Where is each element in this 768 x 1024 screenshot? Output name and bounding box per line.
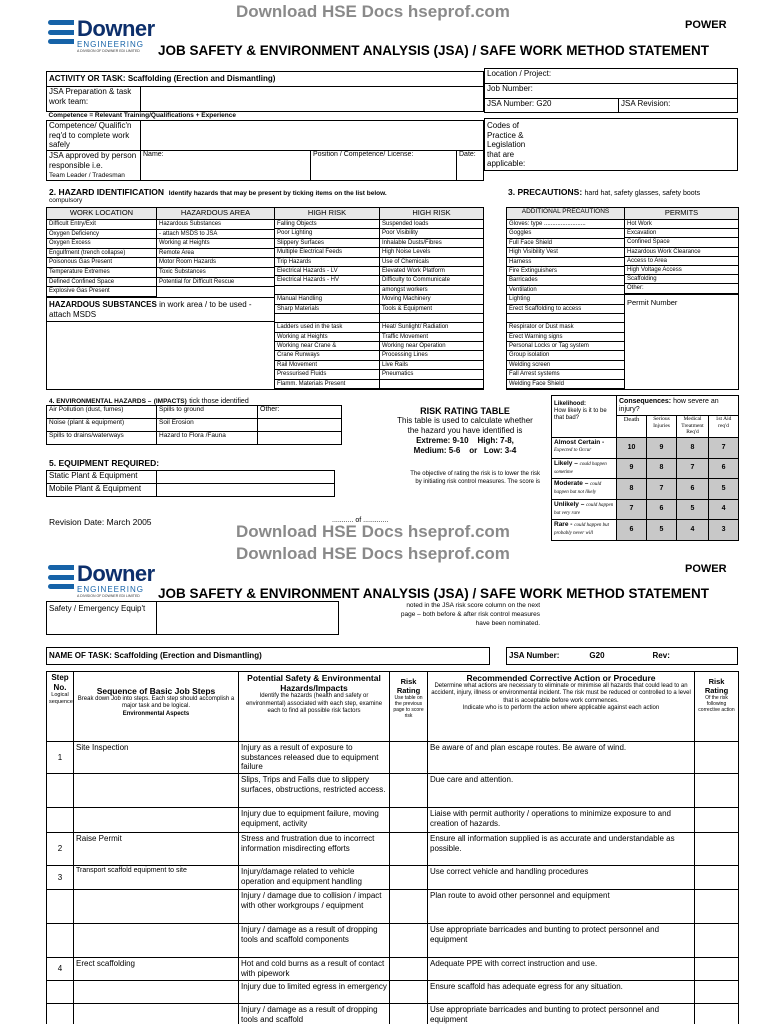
job-step: Erect scaffolding	[74, 958, 239, 981]
hazard-impact: Injury / damage due to collision / impact with other workgroups / equipment	[239, 890, 390, 924]
risk-score-cell: 5	[709, 479, 739, 500]
checklist-item[interactable]: Confined Space	[625, 238, 738, 247]
brand-name: Downer	[77, 561, 155, 586]
job-step: Site Inspection	[74, 742, 239, 774]
checklist-item[interactable]: Processing Lines	[380, 351, 483, 360]
checklist-item[interactable]: Pressurised Fluids	[275, 370, 379, 379]
corrective-action: Due care and attention.	[428, 774, 695, 808]
col-risk-rating-after: Risk Rating Of the risk following corrective action	[695, 672, 739, 742]
checklist-item[interactable]: Fire Extinguishers	[507, 267, 624, 276]
document-title: JOB SAFETY & ENVIRONMENT ANALYSIS (JSA) / SAFE WORK METHOD STATEMENT	[158, 43, 710, 58]
checklist-item[interactable]: Pneumatics	[380, 370, 483, 379]
consequence-serious: Serious Injuries	[647, 416, 677, 438]
checklist-item[interactable]: Poor Lighting	[275, 229, 379, 238]
risk-rating-before[interactable]	[390, 774, 428, 808]
job-number[interactable]: Job Number:	[485, 84, 738, 99]
hazard-impact: Injury / damage as a result of dropping tools and scaffold	[239, 1004, 390, 1024]
step-number	[47, 808, 74, 833]
checklist-item[interactable]: Electrical Hazards - HV	[275, 276, 379, 285]
table-row	[47, 958, 739, 981]
precautions-table	[506, 207, 739, 390]
col-additional-precautions: ADDITIONAL PRECAUTIONS	[507, 208, 625, 220]
risk-score-cell: 4	[709, 499, 739, 520]
consequence-death: Death	[617, 416, 647, 438]
likelihood-label: Likely – could happen sometime	[552, 458, 617, 479]
job-steps-table	[46, 671, 739, 1024]
checklist-item[interactable]: Motor Room Hazards	[157, 258, 274, 268]
col-step-no: Step No. Logical sequence	[47, 672, 74, 742]
risk-matrix-row	[552, 499, 739, 520]
checklist-item[interactable]: Trip Hazards	[275, 258, 379, 267]
checklist-item[interactable]: Sharp Materials	[275, 305, 379, 314]
environmental-hazards-title: 4. ENVIRONMENTAL HAZARDS – (IMPACTS) tick those identified	[49, 398, 249, 405]
checklist-item[interactable]: Goggles	[507, 229, 624, 238]
job-step	[74, 774, 239, 808]
corrective-action: Plan route to avoid other personnel and equipment	[428, 890, 695, 924]
job-step	[74, 890, 239, 924]
checklist-item[interactable]: Falling Objects	[275, 220, 379, 229]
checklist-item[interactable]: Hot Work	[625, 220, 738, 229]
table-row	[47, 808, 739, 833]
brand-name: Downer	[77, 16, 155, 41]
checklist-item[interactable]: Oxygen Excess	[47, 239, 156, 249]
checklist-item[interactable]: Working near Operation	[380, 342, 483, 351]
checklist-item[interactable]: Gloves: type .........................	[507, 220, 624, 229]
competence-label: Competence/ Qualific'n req'd to complete work safely	[47, 121, 141, 151]
job-step	[74, 808, 239, 833]
checklist-item[interactable]: Slippery Surfaces	[275, 239, 379, 248]
env-item[interactable]: Hazard to Flora /Fauna	[157, 432, 258, 445]
safety-equipment-label: Safety / Emergency Equip't	[47, 602, 157, 635]
checklist-item[interactable]: Use of Chemicals	[380, 258, 483, 267]
col-high-risk-2: HIGH RISK	[380, 208, 484, 220]
col-permits: PERMITS	[625, 208, 739, 220]
checklist-item[interactable]: Poor Visibility	[380, 229, 483, 238]
document-title: JOB SAFETY & ENVIRONMENT ANALYSIS (JSA) / SAFE WORK METHOD STATEMENT	[158, 586, 710, 601]
precautions-title: 3. PRECAUTIONS: hard hat, safety glasses, safety boots	[508, 187, 701, 197]
step-number	[47, 774, 74, 808]
project-table	[484, 68, 738, 171]
approved-by-label: JSA approved by person responsible i.e. Team Leader / Tradesman	[47, 151, 141, 181]
job-step	[74, 924, 239, 958]
checklist-item[interactable]: Welding Face Shield	[507, 380, 624, 389]
competence-note: Competence = Relevant Training/Qualifications + Experience	[47, 112, 484, 121]
checklist-item	[275, 314, 379, 323]
env-item[interactable]: Soil Erosion	[157, 419, 258, 432]
checklist-item[interactable]: Full Face Shield	[507, 239, 624, 248]
hazard-impact: Injury due to limited egress in emergency	[239, 981, 390, 1004]
table-row	[47, 924, 739, 958]
downer-logo	[48, 18, 155, 54]
corrective-action: Liaise with permit authority / operations to minimize exposure to and creation of hazards.	[428, 808, 695, 833]
consequence-first-aid: 1st Aid req'd	[709, 416, 739, 438]
checklist-item[interactable]: Lighting	[507, 295, 624, 304]
risk-rating-line: This table is used to calculate whether	[397, 416, 533, 425]
risk-rating-before[interactable]	[390, 981, 428, 1004]
checklist-item[interactable]: Ventilation	[507, 286, 624, 295]
watermark: Download HSE Docs hseprof.com	[236, 544, 510, 563]
watermark: Download HSE Docs hseprof.com	[236, 522, 510, 541]
col-risk-rating: Risk Rating Use table on the previous page to score risk	[390, 672, 428, 742]
checklist-item[interactable]: High Voltage Access	[625, 266, 738, 275]
table-row	[47, 1004, 739, 1024]
checklist-item[interactable]: Group isolation	[507, 351, 624, 360]
job-step: Transport scaffold equipment to site	[74, 866, 239, 890]
hazard-impact: Slips, Trips and Falls due to slippery surfaces, obstructions, restricted access.	[239, 774, 390, 808]
checklist-item[interactable]: Remote Area	[157, 249, 274, 259]
activity-task: ACTIVITY OR TASK: Scaffolding (Erection and Dismantling)	[47, 72, 484, 87]
hazard-table	[46, 207, 484, 390]
checklist-item[interactable]: Tools & Equipment	[380, 305, 483, 314]
equipment-table	[46, 470, 335, 497]
step-number: 1	[47, 742, 74, 774]
prep-team-label: JSA Preparation & task work team:	[47, 87, 141, 112]
checklist-item[interactable]: Access to Area	[625, 257, 738, 266]
risk-score-cell: 10	[617, 438, 647, 459]
checklist-item[interactable]: Live Rails	[380, 361, 483, 370]
hazard-impact: Hot and cold burns as a result of contact with pipework	[239, 958, 390, 981]
task-name-table	[46, 647, 490, 665]
risk-rating-before[interactable]	[390, 866, 428, 890]
hazard-identification-title: 2. HAZARD IDENTIFICATION Identify hazards that may be present by ticking items on the list below.	[49, 187, 387, 197]
risk-score-cell: 8	[617, 479, 647, 500]
risk-score-cell: 7	[617, 499, 647, 520]
approver-position-field[interactable]: Position / Competence/ License:	[311, 151, 457, 181]
job-step: Raise Permit	[74, 833, 239, 866]
corrective-action: Use correct vehicle and handling procedures	[428, 866, 695, 890]
checklist-item[interactable]: Crane Runways	[275, 351, 379, 360]
hazard-compulsory: compulsory	[49, 197, 83, 204]
env-item[interactable]: Spills to drains/waterways	[47, 432, 157, 445]
risk-score-cell: 3	[709, 520, 739, 541]
checklist-item[interactable]: Moving Machinery	[380, 295, 483, 304]
hazardous-area-list	[157, 220, 274, 287]
likelihood-label: Moderate – could happen but not likely	[552, 479, 617, 500]
risk-rating-before[interactable]	[390, 808, 428, 833]
likelihood-label: Unlikely – could happen but very rare	[552, 499, 617, 520]
risk-rating-after[interactable]	[695, 808, 739, 833]
step-number	[47, 890, 74, 924]
jsa-number-field[interactable]: JSA Number: G20 Rev:	[507, 648, 738, 665]
downer-logo-icon	[48, 565, 74, 589]
power-label: POWER	[685, 19, 727, 31]
power-label: POWER	[685, 563, 727, 575]
jsa-number-table	[506, 647, 738, 665]
risk-rating-line: the hazard you have identified is	[407, 426, 523, 435]
step-number	[47, 981, 74, 1004]
checklist-item[interactable]: Traffic Movement	[380, 333, 483, 342]
hazard-impact: Injury as a result of exposure to substances released due to equipment failure	[239, 742, 390, 774]
risk-rating-after[interactable]	[695, 1004, 739, 1024]
brand-sub: ENGINEERING	[77, 40, 145, 49]
checklist-item[interactable]: Fall Arrest systems	[507, 370, 624, 379]
page-number: ........... of .............	[332, 517, 389, 524]
step-number: 3	[47, 866, 74, 890]
checklist-item[interactable]: Erect Scaffolding to access	[507, 305, 624, 314]
risk-score-cell: 6	[677, 479, 709, 500]
checklist-item[interactable]: Welding screen	[507, 361, 624, 370]
risk-score-cell: 9	[617, 458, 647, 479]
checklist-item[interactable]: Working at Heights	[157, 239, 274, 249]
checklist-item[interactable]: Flamm. Materials Present	[275, 380, 379, 389]
col-high-risk-1: HIGH RISK	[275, 208, 380, 220]
checklist-item[interactable]: Hazardous Substances	[157, 220, 274, 230]
risk-score-cell: 8	[677, 438, 709, 459]
risk-score-cell: 6	[647, 499, 677, 520]
checklist-item[interactable]: - attach MSDS to JSA	[157, 230, 274, 240]
risk-rating-before[interactable]	[390, 1004, 428, 1024]
competence-field[interactable]	[141, 121, 484, 151]
approver-name-field[interactable]: Name:	[141, 151, 311, 181]
risk-rating-before[interactable]	[390, 958, 428, 981]
risk-rating-after[interactable]	[695, 924, 739, 958]
risk-rating-after[interactable]	[695, 890, 739, 924]
checklist-item[interactable]: Harness	[507, 258, 624, 267]
checklist-item	[275, 286, 379, 295]
permit-number-field[interactable]: Permit Number	[625, 295, 739, 390]
likelihood-label: Almost Certain - Expected to Occur	[552, 438, 617, 459]
checklist-item[interactable]: Ladders used in the task	[275, 323, 379, 332]
checklist-item[interactable]: Hazardous Work Clearance	[625, 248, 738, 257]
risk-rating-after[interactable]	[695, 774, 739, 808]
checklist-item	[380, 380, 483, 389]
risk-rating-before[interactable]	[390, 833, 428, 866]
checklist-item	[380, 314, 483, 323]
risk-score-cell: 5	[647, 520, 677, 541]
equipment-required-title: 5. EQUIPMENT REQUIRED:	[49, 458, 160, 468]
checklist-item[interactable]: High Noise Levels	[380, 248, 483, 257]
additional-precautions-list	[507, 220, 624, 389]
checklist-item[interactable]: Erect Warning signs	[507, 333, 624, 342]
checklist-item[interactable]: Excavation	[625, 229, 738, 238]
checklist-item[interactable]: Oxygen Deficiency	[47, 230, 156, 240]
checklist-item[interactable]: Inhalable Dusts/Fibres	[380, 239, 483, 248]
table-row	[47, 742, 739, 774]
revision-date: Revision Date: March 2005	[49, 517, 152, 527]
risk-score-cell: 7	[647, 479, 677, 500]
step-number: 2	[47, 833, 74, 866]
checklist-item[interactable]: Defined Confined Space	[47, 278, 156, 288]
safety-equipment-field[interactable]	[157, 602, 339, 635]
environmental-table	[46, 405, 342, 445]
checklist-item[interactable]: Respirator or Dust mask	[507, 323, 624, 332]
corrective-action: Ensure all information supplied is as accurate and understandable as possible.	[428, 833, 695, 866]
risk-levels-2: Medium: 5-6 or Low: 3-4	[413, 446, 517, 455]
codes-of-practice[interactable]: Codes of Practice & Legislation that are applicable:	[485, 119, 738, 171]
equipment-field[interactable]	[157, 484, 335, 497]
risk-score-cell: 8	[647, 458, 677, 479]
table-row	[47, 774, 739, 808]
risk-score-cell: 7	[709, 438, 739, 459]
checklist-item[interactable]: Potential for Difficult Rescue	[157, 278, 274, 288]
risk-score-cell: 7	[677, 458, 709, 479]
checklist-item[interactable]: Engulfment (trench collapse)	[47, 249, 156, 259]
safety-equipment-table	[46, 601, 339, 635]
hazard-impact: Injury due to equipment failure, moving equipment, activity	[239, 808, 390, 833]
table-row	[47, 833, 739, 866]
checklist-item[interactable]: amongst workers	[380, 286, 483, 295]
task-name: NAME OF TASK: Scaffolding (Erection and Dismantling)	[47, 648, 490, 665]
table-row	[47, 890, 739, 924]
risk-rating-before[interactable]	[390, 742, 428, 774]
likelihood-header: Likelihood: How likely is it to be that bad?	[552, 396, 617, 438]
checklist-item[interactable]: Electrical Hazards - LV	[275, 267, 379, 276]
risk-rating-objective: The objective of rating the risk is to lower the risk by initiating risk control measures. The score is	[410, 471, 540, 485]
checklist-item	[507, 314, 624, 323]
risk-rating-before[interactable]	[390, 924, 428, 958]
col-hazards: Potential Safety & Environmental Hazards/Impacts Identify the hazards (health and safety or environmental) associated with each step, examine each to find all possible risk factors	[239, 672, 390, 742]
checklist-item[interactable]: Elevated Work Platform	[380, 267, 483, 276]
risk-rating-after[interactable]	[695, 742, 739, 774]
risk-score-cell: 5	[677, 499, 709, 520]
risk-rating-after[interactable]	[695, 958, 739, 981]
corrective-action: Adequate PPE with correct instruction and use.	[428, 958, 695, 981]
consequence-medical: Medical Treatment Req'd	[677, 416, 709, 438]
checklist-item[interactable]: Temperature Extremes	[47, 268, 156, 278]
checklist-item[interactable]: Working at Heights	[275, 333, 379, 342]
risk-levels-1: Extreme: 9-10 High: 7-8,	[416, 436, 514, 445]
corrective-action: Use appropriate barricades and bunting to protect personnel and equipment	[428, 924, 695, 958]
table-row	[47, 981, 739, 1004]
checklist-item[interactable]: Suspended loads	[380, 220, 483, 229]
consequences-header: Consequences: how severe an injury?	[617, 396, 739, 416]
hazardous-substances-header: HAZARDOUS SUBSTANCES in work area / to be used - attach MSDS	[47, 298, 274, 322]
risk-matrix-row	[552, 458, 739, 479]
high-risk-list-1	[275, 220, 379, 389]
jsa-number[interactable]: JSA Number: G20	[485, 99, 619, 113]
downer-logo-icon	[48, 20, 74, 44]
env-item[interactable]: Other:	[258, 406, 342, 419]
checklist-item[interactable]: Difficulty to Communicate	[380, 276, 483, 285]
checklist-item[interactable]: Barricades	[507, 276, 624, 285]
checklist-item[interactable]: Manual Handling	[275, 295, 379, 304]
env-item[interactable]	[258, 419, 342, 432]
checklist-item[interactable]: Heat/ Sunlight/ Radiation	[380, 323, 483, 332]
downer-logo	[48, 563, 155, 599]
risk-score-cell: 6	[617, 520, 647, 541]
approver-date-field[interactable]: Date:	[457, 151, 484, 181]
env-item[interactable]	[258, 432, 342, 445]
step-number	[47, 1004, 74, 1024]
risk-score-note: noted in the JSA risk score column on the next page – both before & after risk control measures have been nominated.	[400, 602, 540, 627]
risk-rating-title: RISK RATING TABLE	[420, 406, 510, 416]
col-sequence: Sequence of Basic Job Steps Break down Job into steps. Each step should accomplish a major task and be logical. Environmental Aspects	[74, 672, 239, 742]
hazard-impact: Stress and frustration due to incorrect information misdirecting efforts	[239, 833, 390, 866]
risk-score-cell: 4	[677, 520, 709, 541]
risk-matrix-row	[552, 438, 739, 459]
col-corrective-action: Recommended Corrective Action or Procedure Determine what actions are necessary to eliminate or minimise all hazards that could lead to an accident, injury, illness or environmental incident. The risk must be reduced or controlled to a level that is acceptable before work commences. Indicate who is to perform the action where applicable against each action	[428, 672, 695, 742]
risk-matrix	[551, 395, 739, 541]
likelihood-label: Rare - could happen but probably never will	[552, 520, 617, 541]
brand-tag: A DIVISION OF DOWNER EDI LIMITED	[77, 594, 140, 598]
checklist-item[interactable]: Other:	[625, 284, 738, 293]
checklist-item[interactable]: Explosive Gas Present	[47, 287, 156, 297]
table-row	[47, 866, 739, 890]
jsa-revision[interactable]: JSA Revision:	[619, 99, 738, 113]
checklist-item[interactable]: Working near Crane &	[275, 342, 379, 351]
step-number: 4	[47, 958, 74, 981]
env-item[interactable]: Air Pollution (dust, fumes)	[47, 406, 157, 419]
equipment-item: Mobile Plant & Equipment	[47, 484, 157, 497]
job-step	[74, 1004, 239, 1024]
brand-tag: A DIVISION OF DOWNER EDI LIMITED	[77, 49, 140, 53]
prep-team-field[interactable]	[141, 87, 484, 112]
risk-matrix-row	[552, 520, 739, 541]
location-project[interactable]: Location / Project:	[485, 69, 738, 84]
job-step	[74, 981, 239, 1004]
col-work-location: WORK LOCATION	[47, 208, 157, 220]
checklist-item[interactable]: Difficult Entry/Exit	[47, 220, 156, 230]
brand-sub: ENGINEERING	[77, 585, 145, 594]
risk-rating-after[interactable]	[695, 866, 739, 890]
checklist-item[interactable]: Rail Movement	[275, 361, 379, 370]
watermark: Download HSE Docs hseprof.com	[236, 2, 510, 21]
checklist-item[interactable]: Toxic Substances	[157, 268, 274, 278]
risk-score-cell: 6	[709, 458, 739, 479]
checklist-item[interactable]: Personal Locks or Tag system	[507, 342, 624, 351]
hazard-impact: Injury / damage as a result of dropping tools and scaffold components	[239, 924, 390, 958]
risk-score-cell: 9	[647, 438, 677, 459]
activity-table	[46, 71, 484, 181]
risk-matrix-row	[552, 479, 739, 500]
hazard-impact: Injury/damage related to vehicle operation and equipment handling	[239, 866, 390, 890]
col-hazardous-area: HAZARDOUS AREA	[157, 208, 275, 220]
env-item[interactable]: Spills to ground	[157, 406, 258, 419]
permits-list	[625, 220, 738, 294]
env-item[interactable]: Noise (plant & equipment)	[47, 419, 157, 432]
risk-rating-before[interactable]	[390, 890, 428, 924]
work-location-list	[47, 220, 156, 297]
checklist-item[interactable]: Poisonous Gas Present	[47, 258, 156, 268]
corrective-action: Be aware of and plan escape routes. Be aware of wind.	[428, 742, 695, 774]
corrective-action: Use appropriate barricades and bunting to protect personnel and equipment	[428, 1004, 695, 1024]
step-number	[47, 924, 74, 958]
risk-rating-after[interactable]	[695, 981, 739, 1004]
equipment-field[interactable]	[157, 471, 335, 484]
checklist-item[interactable]: Multiple Electrical Feeds	[275, 248, 379, 257]
equipment-item: Static Plant & Equipment	[47, 471, 157, 484]
high-risk-list-2	[380, 220, 483, 389]
checklist-item[interactable]: High Visibility Vest	[507, 248, 624, 257]
checklist-item[interactable]: Scaffolding	[625, 275, 738, 284]
risk-rating-intro	[380, 406, 550, 456]
risk-rating-after[interactable]	[695, 833, 739, 866]
corrective-action: Ensure scaffold has adequate egress for any situation.	[428, 981, 695, 1004]
